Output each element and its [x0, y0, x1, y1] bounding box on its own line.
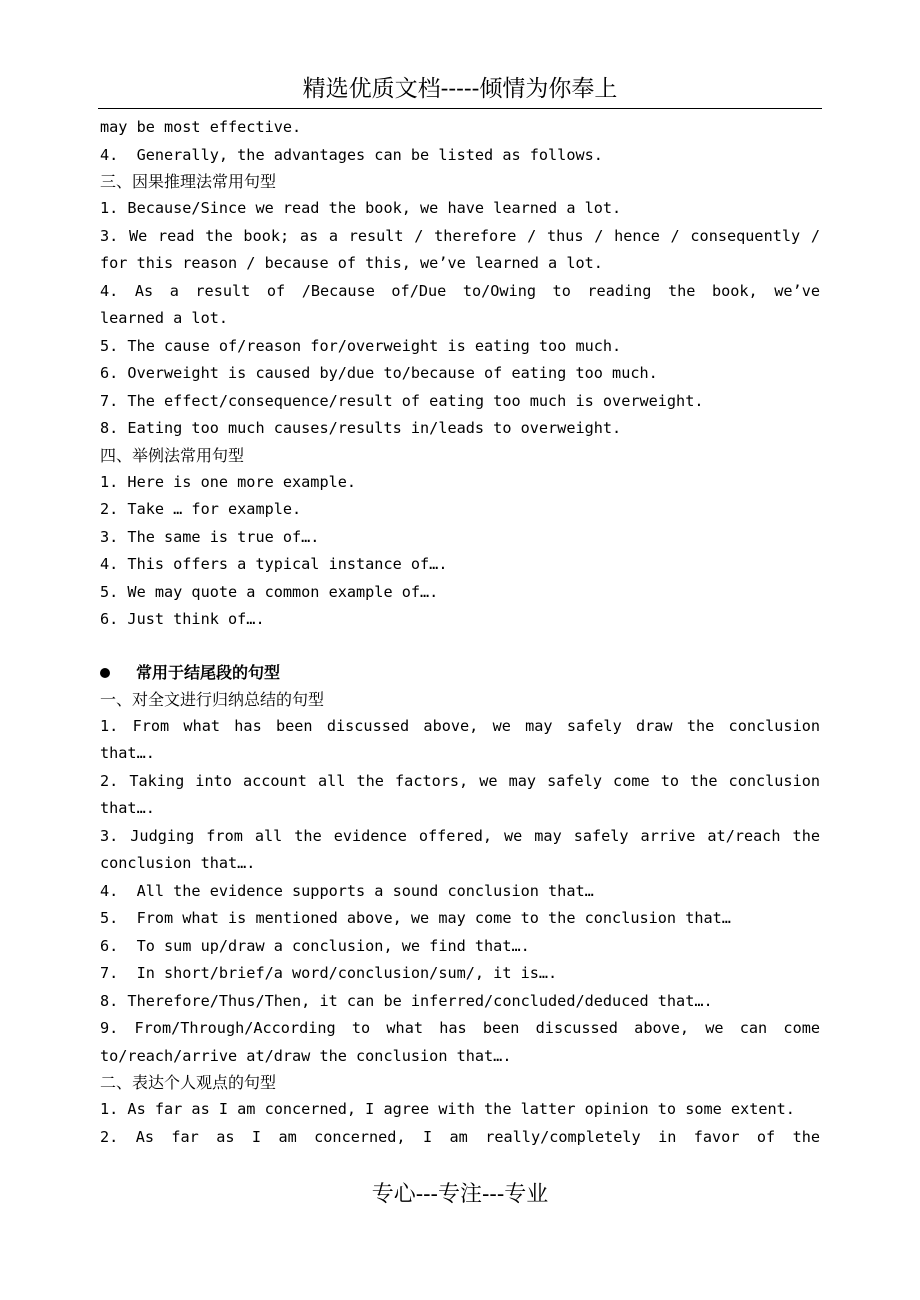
text-line: 2. As far as I am concerned, I am really/completely in favor of the	[100, 1127, 820, 1146]
text-line: 9. From/Through/According to what has been discussed above, we can come	[100, 1019, 820, 1037]
text-line: 4. As a result of /Because of/Due to/Owing to reading the book, we’ve	[100, 281, 820, 300]
text-line: 8. Therefore/Thus/Then, it can be inferred/concluded/deduced that….	[100, 991, 713, 1010]
text-line: 6. Just think of….	[100, 610, 265, 628]
text-line: 1. From what has been discussed above, we may safely draw the conclusion	[100, 716, 820, 735]
text-line: may be most effective.	[100, 118, 302, 136]
text-line: 8. Eating too much causes/results in/leads to overweight.	[100, 419, 622, 437]
heading-cause-effect: 三、因果推理法常用句型	[100, 172, 277, 191]
page-content	[100, 114, 820, 1151]
text-line: 3. Judging from all the evidence offered, we may safely arrive at/reach the	[100, 826, 820, 845]
text-line: 6. Overweight is caused by/due to/because of eating too much.	[100, 364, 658, 382]
section-title-text: 常用于结尾段的句型	[136, 662, 281, 682]
text-line: 1. Here is one more example.	[100, 472, 357, 491]
header-divider	[98, 108, 822, 109]
text-line: 2. Taking into account all the factors, we may safely come to the conclusion	[100, 771, 820, 790]
text-line: conclusion that….	[100, 854, 256, 872]
text-line: 5. From what is mentioned above, we may come to the conclusion that…	[100, 909, 731, 927]
text-line: learned a lot.	[100, 309, 229, 327]
text-line: 3. The same is true of….	[100, 527, 320, 546]
spacer	[100, 634, 820, 659]
text-line: 1. Because/Since we read the book, we have learned a lot.	[100, 199, 622, 217]
heading-summary: 一、对全文进行归纳总结的句型	[100, 689, 325, 709]
heading-opinion: 二、表达个人观点的句型	[100, 1073, 277, 1092]
text-line: 1. As far as I am concerned, I agree with the latter opinion to some extent.	[100, 1100, 795, 1118]
heading-examples: 四、举例法常用句型	[100, 445, 245, 465]
text-line: 5. The cause of/reason for/overweight is eating too much.	[100, 336, 622, 355]
text-line: 4. Generally, the advantages can be listed as follows.	[100, 145, 603, 164]
text-line: 5. We may quote a common example of….	[100, 582, 439, 601]
text-line: 7. The effect/consequence/result of eating too much is overweight.	[100, 391, 704, 410]
page-footer: 专心---专注---专业	[371, 1182, 549, 1207]
text-line: 4. This offers a typical instance of….	[100, 555, 448, 573]
text-line: 6. To sum up/draw a conclusion, we find that….	[100, 936, 530, 955]
text-line: for this reason / because of this, we’ve learned a lot.	[100, 254, 603, 272]
text-line: that….	[100, 744, 155, 762]
page-header: 精选优质文档-----倾情为你奉上	[302, 76, 618, 102]
text-line: 2. Take … for example.	[100, 500, 302, 518]
text-line: that….	[100, 799, 155, 817]
text-line: 3. We read the book; as a result / therefore / thus / hence / consequently /	[100, 226, 820, 245]
text-line: 4. All the evidence supports a sound conclusion that…	[100, 881, 594, 900]
section-title-conclusion	[100, 659, 820, 687]
bullet-icon	[100, 668, 110, 678]
text-line: to/reach/arrive at/draw the conclusion that….	[100, 1046, 512, 1065]
text-line: 7. In short/brief/a word/conclusion/sum/, it is….	[100, 964, 558, 982]
